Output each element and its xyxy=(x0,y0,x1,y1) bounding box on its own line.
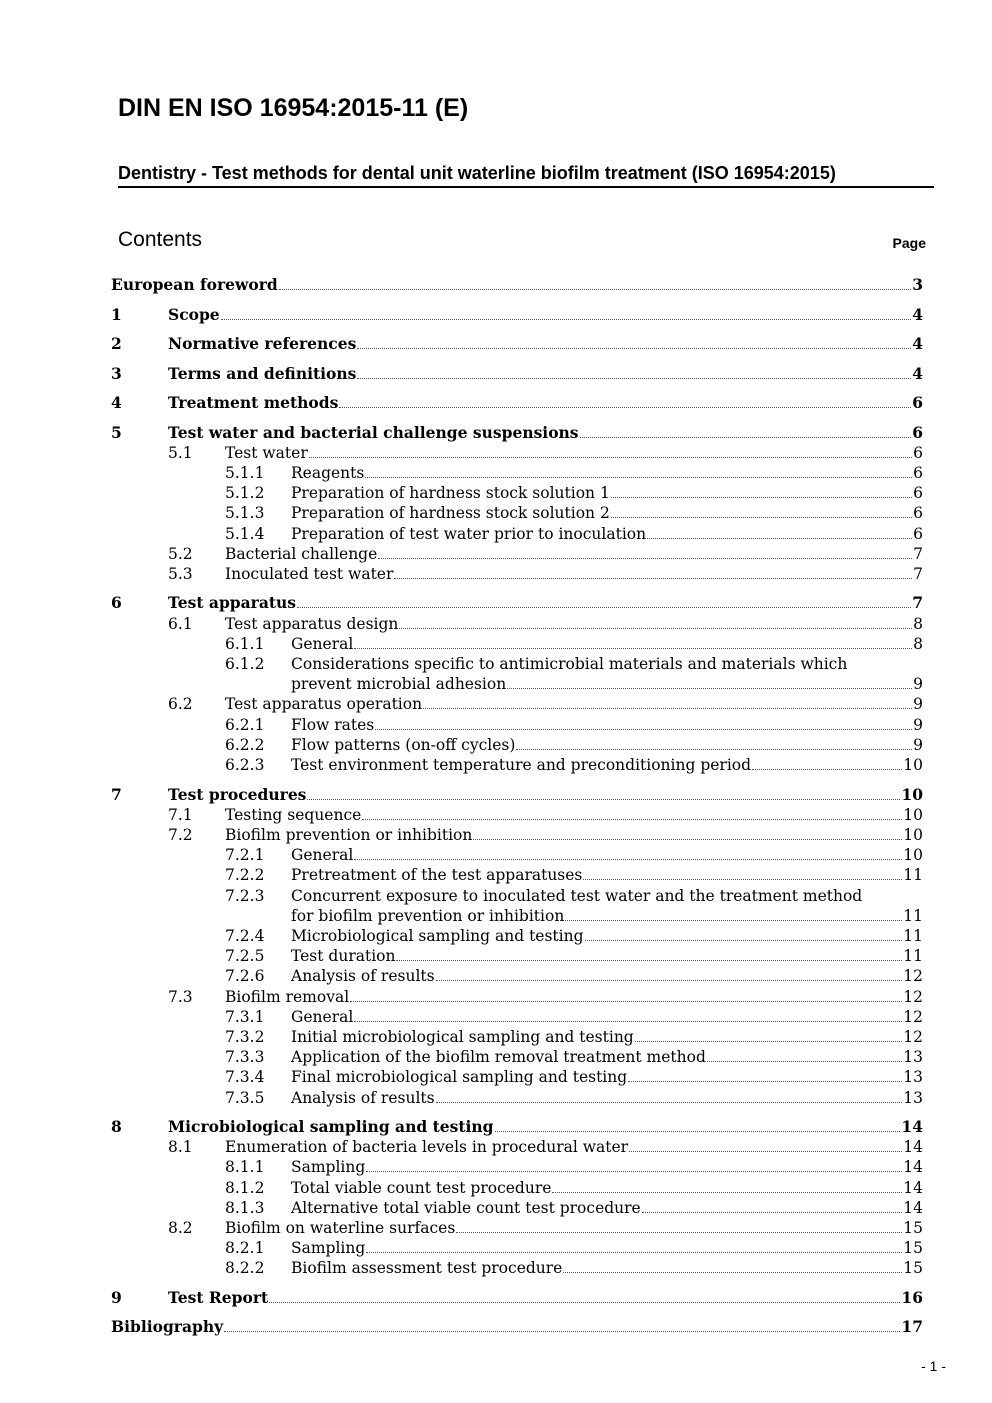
toc-entry[interactable] xyxy=(111,364,923,384)
toc-entry-page: 8 xyxy=(913,634,923,653)
dot-leader xyxy=(436,1102,903,1103)
toc-entry-title: for biofilm prevention or inhibition xyxy=(291,906,565,925)
dot-leader xyxy=(707,1061,902,1062)
toc-entry-number: 5.1.3 xyxy=(225,504,265,523)
toc-entry-number: 6.2.2 xyxy=(225,735,265,754)
dot-leader xyxy=(366,1171,902,1172)
toc-entry[interactable] xyxy=(111,1258,923,1278)
toc-entry[interactable] xyxy=(111,1157,923,1177)
toc-entry[interactable] xyxy=(111,1218,923,1238)
dot-leader xyxy=(642,1212,903,1213)
toc-entry-page: 15 xyxy=(903,1259,923,1278)
toc-entry-page: 4 xyxy=(912,304,923,324)
toc-entry[interactable] xyxy=(111,1067,923,1087)
toc-entry-page: 7 xyxy=(913,544,923,563)
dot-leader xyxy=(362,819,902,820)
toc-entry-number: 7.3 xyxy=(168,987,193,1006)
toc-entry[interactable] xyxy=(111,275,923,295)
toc-entry[interactable] xyxy=(111,805,923,825)
toc-entry-page: 6 xyxy=(913,463,923,482)
dot-leader xyxy=(366,1252,902,1253)
toc-entry-page: 14 xyxy=(903,1198,923,1217)
toc-entry-page: 13 xyxy=(903,1048,923,1067)
toc-entry-title: Sampling xyxy=(291,1158,366,1177)
dot-leader xyxy=(354,648,912,649)
toc-entry-title: Reagents xyxy=(291,463,365,482)
toc-entry-title: European foreword xyxy=(111,275,278,294)
toc-entry-title: Test apparatus xyxy=(168,593,297,613)
dot-leader xyxy=(221,319,912,320)
dot-leader xyxy=(495,1131,901,1132)
toc-entry-number: 5.3 xyxy=(168,564,193,583)
toc-entry-number: 7.2.3 xyxy=(225,886,265,905)
toc-entry-number: 6.2.3 xyxy=(225,756,265,774)
dot-leader xyxy=(423,708,912,709)
toc-entry-page: 9 xyxy=(913,735,923,754)
toc-entry-title: Total viable count test procedure xyxy=(291,1178,552,1197)
toc-entry-page: 6 xyxy=(912,393,923,412)
toc-entry-number: 7.2.4 xyxy=(225,926,265,945)
toc-entry-page: 13 xyxy=(903,1068,923,1087)
dot-leader xyxy=(565,920,902,921)
toc-entry-page: 14 xyxy=(901,1117,923,1136)
toc-entry[interactable] xyxy=(111,825,923,845)
dot-leader xyxy=(611,497,912,498)
toc-entry-page: 10 xyxy=(903,846,923,865)
toc-entry-page: 12 xyxy=(903,1007,923,1026)
toc-entry-title: Test water and bacterial challenge suspensions xyxy=(168,422,579,442)
dot-leader xyxy=(628,1081,902,1082)
dot-leader xyxy=(399,628,912,629)
toc-entry-page: 11 xyxy=(903,947,923,966)
toc-entry-title: Sampling xyxy=(291,1239,366,1258)
page-number: - 1 - xyxy=(921,1358,946,1374)
toc-entry[interactable] xyxy=(111,987,923,1007)
toc-entry-title: Preparation of hardness stock solution 2 xyxy=(291,504,610,523)
dot-leader xyxy=(552,1192,902,1193)
toc-entry-page: 10 xyxy=(903,805,923,824)
toc-entry-number: 8.1.1 xyxy=(225,1158,265,1177)
toc-entry-title: Analysis of results xyxy=(291,967,435,986)
toc-entry-number: 6 xyxy=(111,593,122,613)
toc-entry-title: Flow rates xyxy=(291,715,375,734)
toc-entry-number: 7.2 xyxy=(168,825,193,844)
toc-entry-number: 7.2.6 xyxy=(225,967,265,986)
toc-entry[interactable] xyxy=(111,593,923,613)
toc-entry-number: 5.2 xyxy=(168,544,193,563)
toc-entry-page: 12 xyxy=(903,987,923,1006)
toc-entry-title: Preparation of test water prior to inoculation xyxy=(291,524,647,543)
toc-entry[interactable] xyxy=(111,564,923,584)
dot-leader xyxy=(629,1151,902,1152)
toc-entry-number: 7.3.3 xyxy=(225,1048,265,1067)
toc-entry-number: 5.1.4 xyxy=(225,524,265,543)
toc-entry-page: 11 xyxy=(903,906,923,925)
toc-entry-title: Test environment temperature and preconditioning period xyxy=(291,756,752,774)
dot-leader xyxy=(473,839,902,840)
toc-entry[interactable] xyxy=(111,865,923,885)
dot-leader xyxy=(456,1232,902,1233)
toc-entry[interactable] xyxy=(111,1117,923,1137)
toc-entry[interactable] xyxy=(111,634,923,654)
toc-entry-title: Bacterial challenge xyxy=(225,544,378,563)
dot-leader xyxy=(647,538,912,539)
toc-entry[interactable] xyxy=(111,755,923,775)
toc-entry[interactable] xyxy=(111,423,923,443)
toc-entry-number: 7.1 xyxy=(168,805,193,824)
toc-entry-number: 6.1 xyxy=(168,614,193,633)
toc-entry-page: 12 xyxy=(903,967,923,986)
toc-entry[interactable] xyxy=(111,463,923,483)
toc-entry-number: 5.1.1 xyxy=(225,463,265,482)
toc-entry-title: Testing sequence xyxy=(225,805,362,824)
toc-entry-page: 6 xyxy=(913,524,923,543)
toc-entry-page: 4 xyxy=(912,363,923,383)
dot-leader xyxy=(375,729,912,730)
dot-leader xyxy=(339,407,911,408)
dot-leader xyxy=(583,879,902,880)
toc-entry-number: 7.3.5 xyxy=(225,1088,265,1107)
toc-entry-title: Test Report xyxy=(168,1287,269,1307)
toc-entry-page: 9 xyxy=(913,675,923,694)
dot-leader xyxy=(580,437,912,438)
toc-entry[interactable] xyxy=(111,1198,923,1218)
toc-entry-title: Flow patterns (on-off cycles) xyxy=(291,735,516,754)
toc-entry[interactable] xyxy=(111,926,923,946)
dot-leader xyxy=(752,769,902,770)
dot-leader xyxy=(611,517,912,518)
toc-entry-number: 8.2 xyxy=(168,1219,193,1237)
dot-leader xyxy=(357,378,911,379)
toc-entry[interactable] xyxy=(111,1027,923,1047)
dot-leader xyxy=(436,980,903,981)
toc-entry-title-line1: Considerations specific to antimicrobial materials and materials which xyxy=(291,655,848,673)
toc-entry-title: General xyxy=(291,1007,354,1026)
toc-entry-number: 7.2.5 xyxy=(225,947,265,966)
toc-entry-title: Biofilm assessment test procedure xyxy=(291,1259,563,1278)
toc-entry[interactable] xyxy=(111,393,923,413)
dot-leader xyxy=(354,1021,902,1022)
toc-entry-number: 8.1.2 xyxy=(225,1178,265,1197)
dot-leader xyxy=(563,1272,902,1273)
toc-entry-title: Microbiological sampling and testing xyxy=(291,926,584,945)
toc-entry-page: 14 xyxy=(903,1138,923,1157)
contents-heading: Contents xyxy=(118,228,203,251)
toc-entry-title-line1: Concurrent exposure to inoculated test water and the treatment method xyxy=(291,886,863,905)
toc-entry[interactable] xyxy=(111,1178,923,1198)
toc-entry-page: 10 xyxy=(903,756,923,774)
toc-entry-number: 7 xyxy=(111,784,122,804)
toc-entry[interactable] xyxy=(111,544,923,564)
toc-entry[interactable] xyxy=(111,886,923,925)
toc-entry-title: Terms and definitions xyxy=(168,363,357,383)
dot-leader xyxy=(279,289,911,290)
dot-leader xyxy=(297,607,911,608)
toc-entry[interactable] xyxy=(111,334,923,354)
document-title: DIN EN ISO 16954:2015-11 (E) xyxy=(118,94,469,122)
toc-entry-number: 8.1 xyxy=(168,1138,193,1157)
toc-entry-number: 3 xyxy=(111,363,122,383)
toc-entry-title: Final microbiological sampling and testing xyxy=(291,1068,628,1087)
dot-leader xyxy=(378,558,912,559)
dot-leader xyxy=(394,578,912,579)
dot-leader xyxy=(507,688,912,689)
toc-entry-title: Biofilm removal xyxy=(225,987,350,1006)
toc-entry-page: 9 xyxy=(913,695,923,714)
dot-leader xyxy=(585,940,903,941)
toc-entry-number: 4 xyxy=(111,393,122,412)
toc-entry-title: Preparation of hardness stock solution 1 xyxy=(291,484,610,503)
toc-entry-page: 15 xyxy=(903,1239,923,1258)
toc-entry-title: Enumeration of bacteria levels in procedural water xyxy=(225,1138,629,1157)
toc-entry[interactable] xyxy=(111,443,923,463)
toc-entry-title: General xyxy=(291,846,354,865)
toc-entry[interactable] xyxy=(111,614,923,634)
toc-entry-number: 7.2.2 xyxy=(225,866,265,885)
toc-entry-page: 14 xyxy=(903,1158,923,1177)
dot-leader xyxy=(354,859,902,860)
toc-entry[interactable] xyxy=(111,1088,923,1108)
toc-entry-page: 7 xyxy=(913,564,923,583)
toc-entry-number: 8 xyxy=(111,1117,122,1136)
toc-entry[interactable] xyxy=(111,503,923,523)
dot-leader xyxy=(309,457,912,458)
toc-entry-title: Microbiological sampling and testing xyxy=(168,1117,494,1136)
dot-leader xyxy=(357,348,911,349)
toc-entry[interactable] xyxy=(111,1137,923,1157)
toc-entry[interactable] xyxy=(111,305,923,325)
toc-entry-title: Analysis of results xyxy=(291,1088,435,1107)
toc-entry-page: 17 xyxy=(901,1317,923,1337)
toc-entry[interactable] xyxy=(111,1007,923,1027)
dot-leader xyxy=(516,749,912,750)
toc-entry-page: 16 xyxy=(901,1287,923,1307)
dot-leader xyxy=(365,477,912,478)
toc-entry[interactable] xyxy=(111,715,923,735)
toc-entry-page: 7 xyxy=(912,593,923,613)
toc-entry[interactable] xyxy=(111,966,923,986)
toc-entry-page: 10 xyxy=(901,784,923,804)
toc-entry[interactable] xyxy=(111,483,923,503)
toc-entry-title: Biofilm prevention or inhibition xyxy=(225,825,473,844)
toc-entry-title: prevent microbial adhesion xyxy=(291,675,507,694)
dot-leader xyxy=(224,1331,900,1332)
toc-entry-page: 3 xyxy=(912,275,923,294)
toc-entry-number: 6.1.1 xyxy=(225,634,265,653)
dot-leader xyxy=(396,960,902,961)
toc-entry-page: 6 xyxy=(913,504,923,523)
toc-entry-page: 15 xyxy=(903,1219,923,1237)
toc-entry-title: Biofilm on waterline surfaces xyxy=(225,1219,456,1237)
toc-entry-title: Test water xyxy=(225,443,308,462)
toc-entry-title: Treatment methods xyxy=(168,393,339,412)
toc-entry-title: Test duration xyxy=(291,947,396,966)
toc-entry-title: Bibliography xyxy=(111,1317,224,1337)
toc-entry[interactable] xyxy=(111,735,923,755)
toc-entry-title: Application of the biofilm removal treatment method xyxy=(291,1048,706,1067)
toc-entry-number: 7.3.1 xyxy=(225,1007,265,1026)
toc-entry-title: Initial microbiological sampling and testing xyxy=(291,1027,634,1046)
dot-leader xyxy=(635,1041,903,1042)
toc-entry-title: Normative references xyxy=(168,334,357,353)
dot-leader xyxy=(307,799,900,800)
toc-entry[interactable] xyxy=(111,524,923,544)
toc-entry-number: 6.2.1 xyxy=(225,715,265,734)
toc-entry-number: 7.3.4 xyxy=(225,1068,265,1087)
toc-entry-number: 6.1.2 xyxy=(225,655,265,673)
toc-entry-page: 13 xyxy=(903,1088,923,1107)
toc-entry-page: 11 xyxy=(903,866,923,885)
toc-entry[interactable] xyxy=(111,654,923,694)
toc-entry-title: Inoculated test water xyxy=(225,564,394,583)
toc-entry-title: Test apparatus operation xyxy=(225,695,423,714)
toc-entry-number: 8.2.2 xyxy=(225,1259,265,1278)
toc-entry[interactable] xyxy=(111,845,923,865)
toc-entry-page: 10 xyxy=(903,825,923,844)
toc-entry-number: 8.1.3 xyxy=(225,1198,265,1217)
toc-entry[interactable] xyxy=(111,694,923,714)
toc-entry[interactable] xyxy=(111,1047,923,1067)
toc-entry[interactable] xyxy=(111,785,923,805)
toc-entry-number: 1 xyxy=(111,304,122,324)
toc-entry-number: 5.1.2 xyxy=(225,484,265,503)
toc-entry[interactable] xyxy=(111,1317,923,1337)
toc-entry-number: 2 xyxy=(111,334,122,353)
toc-entry-page: 11 xyxy=(903,926,923,945)
toc-entry-number: 5.1 xyxy=(168,443,193,462)
toc-entry-page: 4 xyxy=(912,334,923,353)
toc-entry-title: General xyxy=(291,634,354,653)
toc-entry[interactable] xyxy=(111,1238,923,1258)
toc-entry-page: 8 xyxy=(913,614,923,633)
toc-entry-title: Test procedures xyxy=(168,784,307,804)
toc-entry-number: 9 xyxy=(111,1287,122,1307)
toc-entry-page: 14 xyxy=(903,1178,923,1197)
toc-entry-page: 12 xyxy=(903,1027,923,1046)
toc-entry-title: Test apparatus design xyxy=(225,614,399,633)
dot-leader xyxy=(269,1302,900,1303)
toc-entry-number: 8.2.1 xyxy=(225,1239,265,1258)
toc-entry-page: 6 xyxy=(913,484,923,503)
page-column-label: Page xyxy=(892,235,926,251)
dot-leader xyxy=(350,1001,902,1002)
toc-entry-title: Pretreatment of the test apparatuses xyxy=(291,866,583,885)
toc-entry-number: 7.2.1 xyxy=(225,846,265,865)
toc-entry-number: 7.3.2 xyxy=(225,1027,265,1046)
document-subtitle: Dentistry - Test methods for dental unit waterline biofilm treatment (ISO 16954:2015) xyxy=(118,163,934,188)
toc-entry-page: 6 xyxy=(913,443,923,462)
toc-entry-page: 6 xyxy=(912,422,923,442)
toc-entry-number: 6.2 xyxy=(168,695,193,714)
toc-entry[interactable] xyxy=(111,1288,923,1308)
toc-entry-number: 5 xyxy=(111,422,122,442)
toc-entry-title: Scope xyxy=(168,304,220,324)
toc-entry-title: Alternative total viable count test procedure xyxy=(291,1198,641,1217)
toc-entry[interactable] xyxy=(111,946,923,966)
toc-entry-page: 9 xyxy=(913,715,923,734)
